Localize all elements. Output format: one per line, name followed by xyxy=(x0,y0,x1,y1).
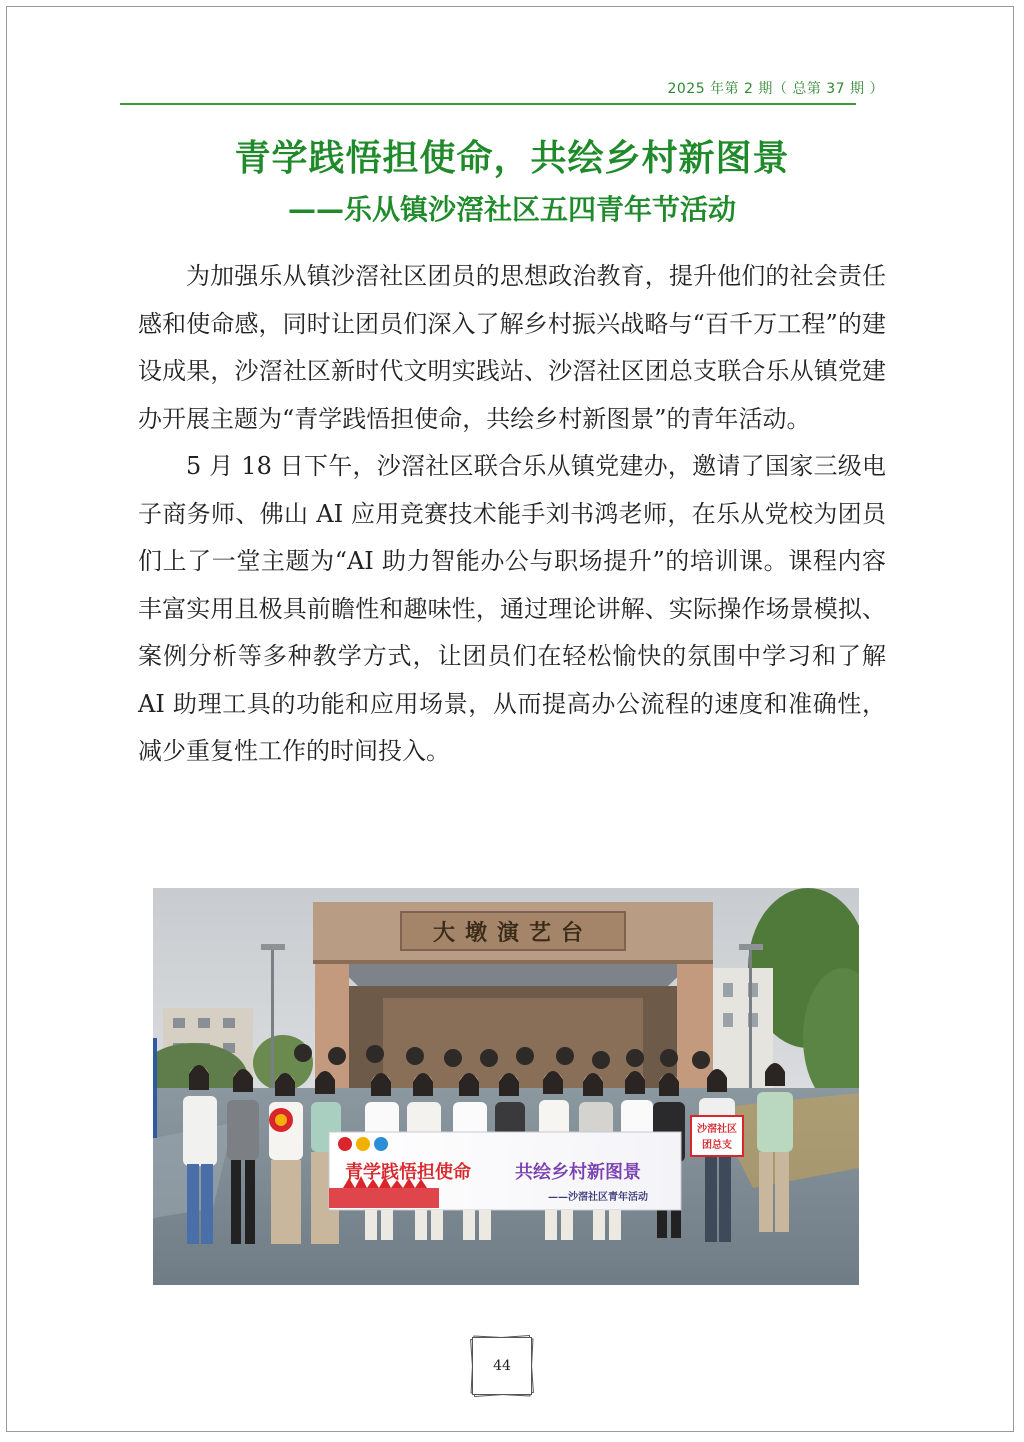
stage-sign: 大墩演艺台 xyxy=(432,920,594,946)
banner-title-right: 共绘乡村新图景 xyxy=(515,1162,641,1183)
page-number-box xyxy=(472,1337,532,1395)
page-number: 44 xyxy=(493,1358,511,1374)
paragraph-1: 为加强乐从镇沙滘社区团员的思想政治教育，提升他们的社会责任感和使命感，同时让团员们深入了解乡村振兴战略与“百千万工程”的建设成果，沙滘社区新时代文明实践站、沙滘社区团总支联合乐从镇党建办开展主题为“青学践悟担使命，共绘乡村新图景”的青年活动。 xyxy=(138,262,886,433)
banner-subtitle: ——沙滘社区青年活动 xyxy=(548,1192,648,1203)
team-sign xyxy=(691,1116,743,1156)
article-subtitle: ——乐从镇沙滘社区五四青年节活动 xyxy=(287,193,736,226)
article-body xyxy=(138,253,886,776)
header-divider xyxy=(120,103,856,105)
banner-title-left: 青学践悟担使命 xyxy=(345,1162,471,1183)
paragraph-2: 5 月 18 日下午，沙滘社区联合乐从镇党建办，邀请了国家三级电子商务师、佛山 AI 应用竞赛技术能手刘书鸿老师，在乐从党校为团员们上了一堂主题为“AI 助力智能办公与职场提升”的培训课。课程内容丰富实用且极具前瞻性和趣味性，通过理论讲解、实际操作场景模拟、案例分析等多种教学方式，让团员们在轻松愉快的氛围中学习和了解 AI 助理工具的功能和应用场景，从而提高办公流程的速度和准确性，减少重复性工作的时间投入。 xyxy=(138,452,886,765)
article-title: 青学践悟担使命，共绘乡村新图景 xyxy=(234,138,790,179)
team-sign-line1: 沙滘社区 xyxy=(697,1124,737,1135)
activity-banner xyxy=(329,1132,681,1210)
group-photo xyxy=(153,888,859,1285)
issue-number: 2025 年第 2 期（ 总第 37 期 ） xyxy=(667,81,884,97)
team-sign-line2: 团总支 xyxy=(702,1140,732,1151)
